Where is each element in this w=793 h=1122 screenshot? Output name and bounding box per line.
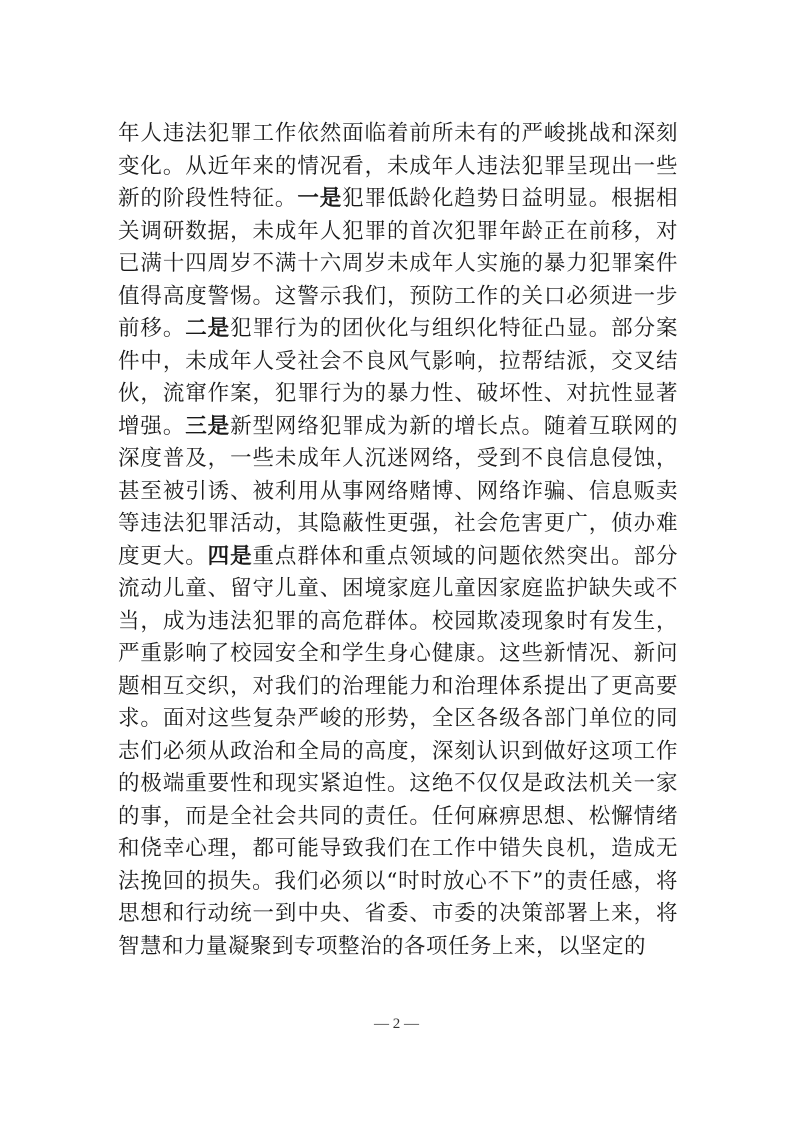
bold-lead-third: 三是 (185, 413, 231, 439)
text-segment: 新型网络犯罪成为新的增长点。随着互联网的深度普及，一些未成年人沉迷网络，受到不良信息侵蚀，甚至被引诱、被利用从事网络赌博、网络诈骗、信息贩卖等违法犯罪活动，其隐蔽性更强，社会危害更广，侦办难度更大。 (118, 413, 678, 569)
text-segment: 犯罪低龄化趋势日益明显。根据相关调研数据，未成年人犯罪的首次犯罪年龄正在前移，对已满十四周岁不满十六周岁未成年人实施的暴力犯罪案件值得高度警惕。这警示我们，预防工作的关口必须进一步前移。 (118, 186, 678, 341)
text-segment: 重点群体和重点领域的问题依然突出。部分流动儿童、留守儿童、困境家庭儿童因家庭监护缺失或不当，成为违法犯罪的高危群体。校园欺凌现象时有发生，严重影响了校园安全和学生身心健康。这些新情况、新问题相互交织，对我们的治理能力和治理体系提出了更高要求。面对这些复杂严峻的形势，全区各级各部门单位的同志们必须从政治和全局的高度，深刻认识到做好这项工作的极端重要性和现实紧迫性。这绝不仅仅是政法机关一家的事，而是全社会共同的责任。任何麻痹思想、松懈情绪和侥幸心理，都可能导致我们在工作中错失良机，造成无法挽回的损失。我们必须以“时时放心不下”的责任感，将思想和行动统一到中央、省委、市委的决策部署上来，将智慧和力量凝聚到专项整治的各项任务上来，以坚定的 (118, 543, 678, 959)
bold-lead-first: 一是 (297, 186, 343, 211)
bold-lead-fourth: 四是 (207, 543, 253, 569)
text-segment: 犯罪行为的团伙化与组织化特征凸显。部分案件中，未成年人受社会不良风气影响，拉帮结派，交叉结伙，流窜作案，犯罪行为的暴力性、破坏性、对抗性显著增强。 (118, 316, 678, 439)
bold-lead-second: 二是 (185, 316, 231, 341)
body-paragraph (118, 118, 678, 963)
page-number: — 2 — (374, 1016, 419, 1032)
text-segment: 年人违法犯罪工作依然面临着前所未有的严峻挑战和深刻变化。从近年来的情况看，未成年人违法犯罪呈现出一些新的阶段性特征。 (118, 121, 678, 211)
